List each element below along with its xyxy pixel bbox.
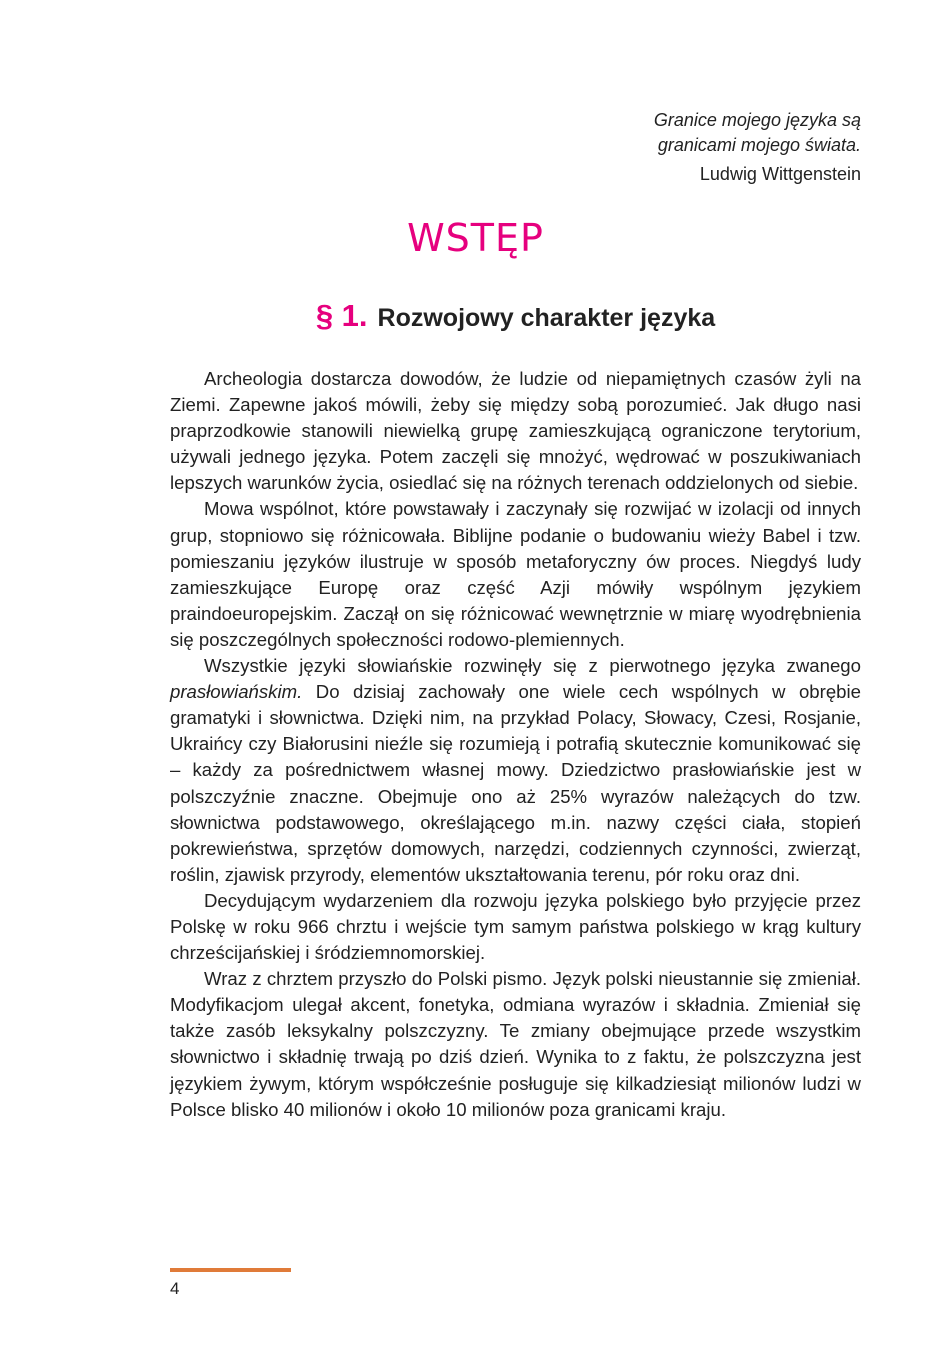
section-title: Rozwojowy charakter języka: [377, 304, 716, 332]
epigraph-quote-line-1: Granice mojego języka są: [653, 110, 861, 130]
epigraph-author: Ludwig Wittgenstein: [699, 164, 861, 184]
paragraph-3: [170, 653, 861, 888]
epigraph-quote-line-2: granicami mojego świata.: [657, 135, 861, 155]
chapter-title: WSTĘP: [407, 216, 544, 260]
page-footer-rule: [170, 1268, 291, 1272]
section-heading: [170, 298, 861, 334]
paragraph-3-text-start: Wszystkie języki słowiańskie rozwinęły się z pierwotnego języka zwanego: [204, 655, 861, 677]
epigraph: [654, 108, 861, 187]
paragraph-4: Decydującym wydarzeniem dla rozwoju języka polskiego było przyjęcie przez Polskę w roku 966 chrztu i wejście tym samym państwa polskiego w krąg kultury chrześcijańskiej i śródziemnomorskiej.: [170, 889, 861, 964]
body-text: [170, 366, 861, 1123]
section-number: § 1.: [315, 298, 368, 333]
paragraph-3-text-end: Do dzisiaj zachowały one wiele cech wspólnych w obrębie gramatyki i słownictwa. Dzięki nim, na przykład Polacy, Słowacy, Czesi, Rosjanie, Ukraińcy czy Białorusini nieźle się rozumieją i potrafią skutecznie komunikować się – każdy za pośrednictwem własnej mowy. Dziedzictwo prasłowiańskie jest w polszczyźnie znaczne. Obejmuje ono aż 25% wyrazów należących do tzw. słownictwa podstawowego, określającego m.in. nazwy części ciała, stopień pokrewieństwa, sprzętów domowych, narzędzi, codziennych czynności, zwierząt, roślin, zjawisk przyrody, elementów ukształtowania terenu, pór roku oraz dni.: [170, 681, 861, 885]
paragraph-5: Wraz z chrztem przyszło do Polski pismo. Język polski nieustannie się zmieniał. Modyfikacjom ulegał akcent, fonetyka, odmiana wyrazów i składnia. Zmieniał się także zasób leksykalny polszczyzny. Te zmiany obejmujące przede wszystkim słownictwo i składnię trwają po dziś dzień. Wynika to z faktu, że polszczyzna jest językiem żywym, którym współcześnie posługuje się kilkadziesiąt milionów ludzi w Polsce blisko 40 milionów i około 10 milionów poza granicami kraju.: [170, 968, 861, 1120]
paragraph-3-italic-term: prasłowiańskim.: [170, 681, 303, 703]
paragraph-2: Mowa wspólnot, które powstawały i zaczynały się rozwijać w izolacji od innych grup, stopniowo się różnicowała. Biblijne podanie o budowaniu wieży Babel i tzw. pomieszaniu języków ilustruje w sposób metaforyczny ów proces. Niegdyś ludy zamieszkujące Europę oraz część Azji mówiły wspólnym językiem praindoeuropejskim. Zaczął on się różnicować wewnętrznie w miarę wyodrębnienia się poszczególnych społeczności rodowo-plemiennych.: [170, 498, 861, 650]
page-number: 4: [170, 1279, 180, 1298]
paragraph-1: Archeologia dostarcza dowodów, że ludzie od niepamiętnych czasów żyli na Ziemi. Zapewne jakoś mówili, żeby się między sobą porozumieć. Jak długo nasi praprzodkowie stanowili niewielką grupę zamieszkującą ograniczone terytorium, używali jednego języka. Potem zaczęli się mnożyć, wędrować w poszukiwaniach lepszych warunków życia, osiedlać się na różnych terenach oddzielonych od siebie.: [170, 368, 861, 494]
